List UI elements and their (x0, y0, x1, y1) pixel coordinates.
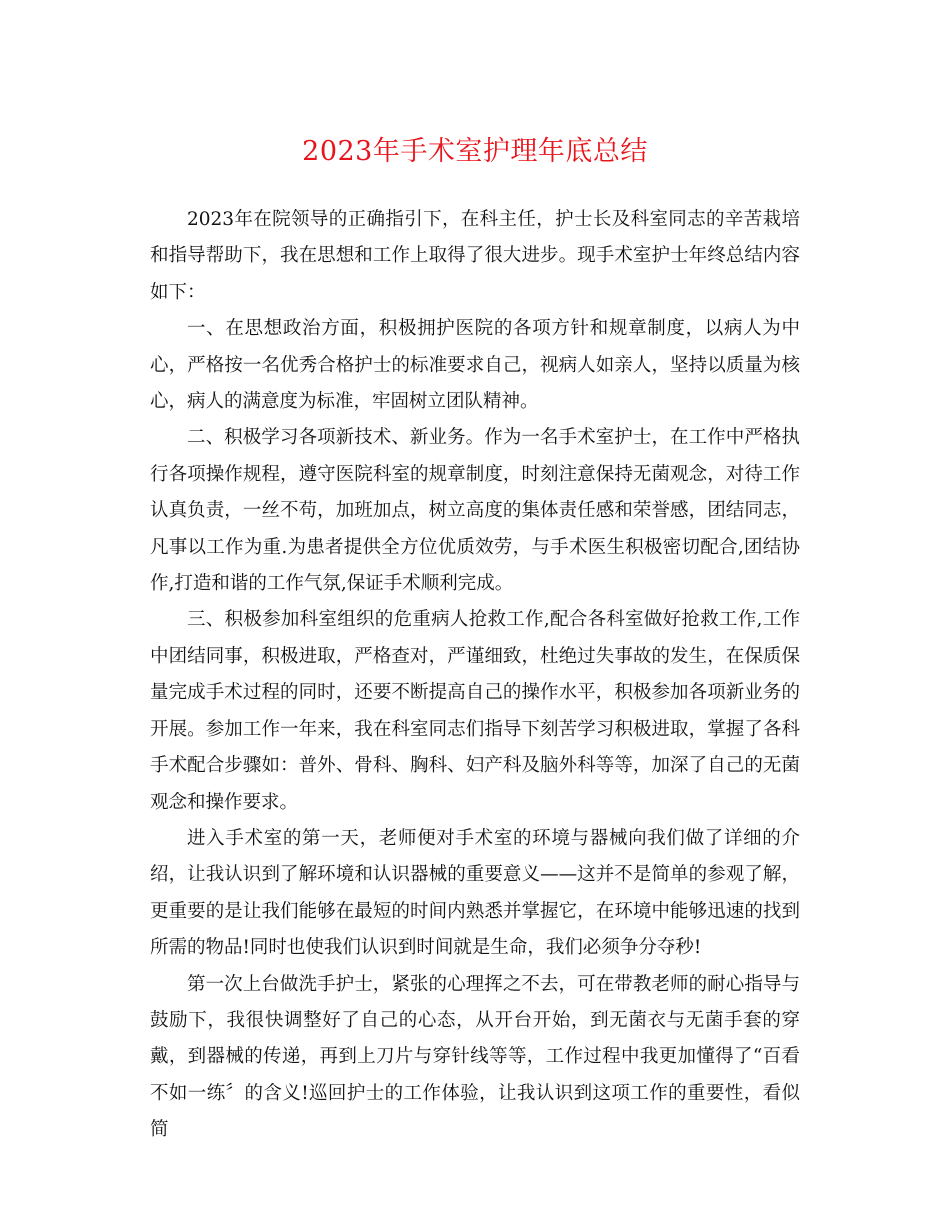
document-title: 2023年手术室护理年底总结 (302, 136, 648, 167)
paragraph-first-surgery: 第一次上台做洗手护士，紧张的心理挥之不去，可在带教老师的耐心指导与鼓励下，我很快调整好了自己的心态，从开台开始，到无菌衣与无菌手套的穿戴，到器械的传递，再到上刀片与穿针线等等，工作过程中我更加懂得了“百看不如一练〞的含义!巡回护士的工作体验，让我认识到这项工作的重要性，看似简 (150, 973, 800, 1141)
paragraph-first-day: 进入手术室的第一天，老师便对手术室的环境与器械向我们做了详细的介绍，让我认识到了解环境和认识器械的重要意义——这并不是简单的参观了解，更重要的是让我们能够在最短的时间内熟悉并掌握它，在环境中能够迅速的找到所需的物品!同时也使我们认识到时间就是生命，我们必须争分夺秒! (150, 827, 800, 959)
paragraph-intro: 2023年在院领导的正确指引下，在科主任，护士长及科室同志的辛苦栽培和指导帮助下，我在思想和工作上取得了很大进步。现手术室护士年终总结内容如下： (150, 209, 800, 303)
paragraph-political: 一、在思想政治方面，积极拥护医院的各项方针和规章制度，以病人为中心，严格按一名优秀合格护士的标准要求自己，视病人如亲人，坚持以质量为核心，病人的满意度为标准，牢固树立团队精神。 (150, 318, 800, 413)
paragraph-rescue: 三、积极参加科室组织的危重病人抢救工作,配合各科室做好抢救工作,工作中团结同事，积极进取，严格查对，严谨细致，杜绝过失事故的发生，在保质保量完成手术过程的同时，还要不断提高自己的操作水平，积极参加各项新业务的开展。参加工作一年来，我在科室同志们指导下刻苦学习积极进取，掌握了各科手术配合步骤如：普外、骨科、胸科、妇产科及脑外科等等，加深了自己的无菌观念和操作要求。 (150, 609, 800, 813)
paragraph-learning: 二、积极学习各项新技术、新业务。作为一名手术室护士，在工作中严格执行各项操作规程，遵守医院科室的规章制度，时刻注意保持无菌观念，对待工作认真负责，一丝不苟，加班加点，树立高度的集体责任感和荣誉感，团结同志，凡事以工作为重.为患者提供全方位优质效劳，与手术医生积极密切配合,团结协作,打造和谐的工作气氛,保证手术顺利完成。 (150, 427, 800, 595)
document-body (150, 202, 800, 1149)
